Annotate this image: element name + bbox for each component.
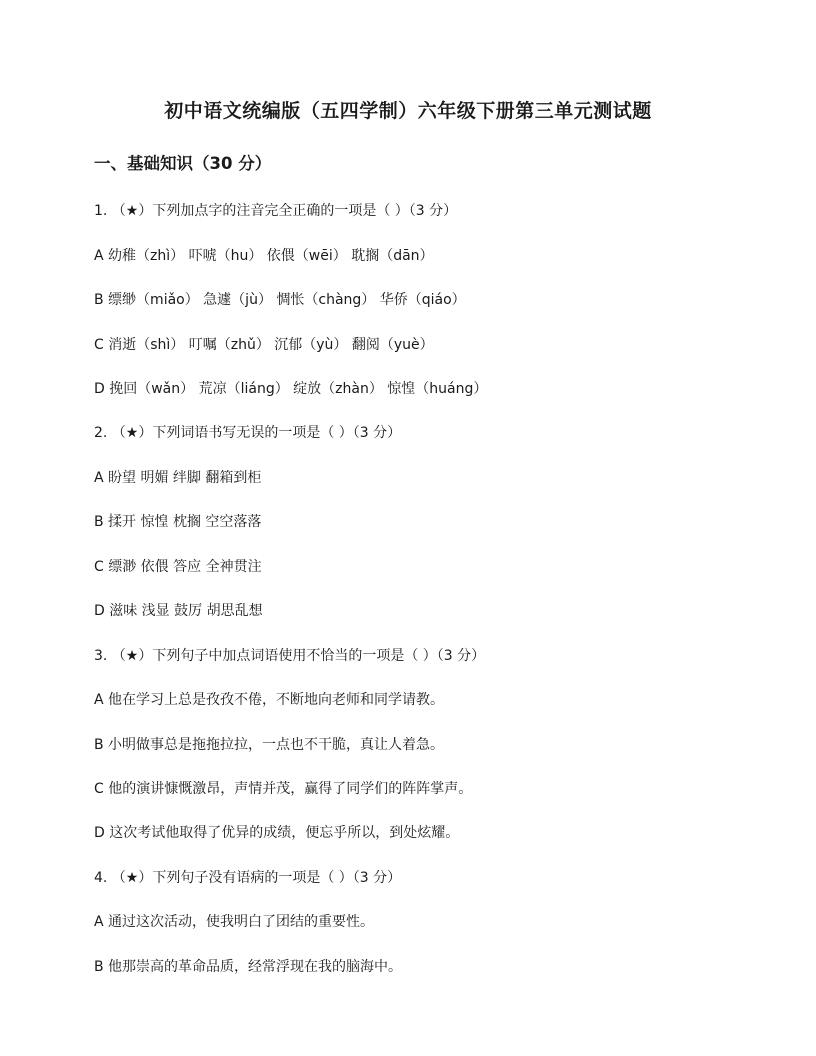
question-2-option-a: A 盼望 明媚 绊脚 翻箱到柜 bbox=[94, 470, 262, 486]
question-2-stem: 2. （★）下列词语书写无误的一项是（ ）（3 分） bbox=[94, 425, 402, 441]
question-1-option-a: A 幼稚（zhì） 吓唬（hu） 依偎（wēi） 耽搁（dān） bbox=[94, 248, 434, 264]
question-4-stem: 4. （★）下列句子没有语病的一项是（ ）（3 分） bbox=[94, 870, 402, 886]
question-3-option-d: D 这次考试他取得了优异的成绩，便忘乎所以，到处炫耀。 bbox=[94, 825, 460, 841]
section-heading: 一、基础知识（30 分） bbox=[94, 154, 272, 173]
question-1-stem: 1. （★）下列加点字的注音完全正确的一项是（ ）（3 分） bbox=[94, 203, 458, 219]
question-3-option-b: B 小明做事总是拖拖拉拉，一点也不干脆，真让人着急。 bbox=[94, 737, 445, 753]
question-4-option-a: A 通过这次活动，使我明白了团结的重要性。 bbox=[94, 914, 375, 930]
question-2-option-d: D 滋味 浅显 鼓厉 胡思乱想 bbox=[94, 603, 263, 619]
question-2-option-b: B 揉开 惊惶 枕搁 空空落落 bbox=[94, 514, 262, 530]
question-1-option-b: B 缥缈（miǎo） 急遽（jù） 惆怅（chàng） 华侨（qiáo） bbox=[94, 292, 466, 308]
question-3-option-c: C 他的演讲慷慨激昂，声情并茂，赢得了同学们的阵阵掌声。 bbox=[94, 781, 473, 797]
page-title: 初中语文统编版（五四学制）六年级下册第三单元测试题 bbox=[164, 100, 652, 122]
question-1-option-d: D 挽回（wǎn） 荒凉（liáng） 绽放（zhàn） 惊惶（huáng） bbox=[94, 381, 488, 397]
question-3-option-a: A 他在学习上总是孜孜不倦，不断地向老师和同学请教。 bbox=[94, 692, 445, 708]
question-3-stem: 3. （★）下列句子中加点词语使用不恰当的一项是（ ）（3 分） bbox=[94, 648, 486, 664]
question-2-option-c: C 缥渺 依偎 答应 全神贯注 bbox=[94, 559, 262, 575]
question-1-option-c: C 消逝（shì） 叮嘱（zhǔ） 沉郁（yù） 翻阅（yuè） bbox=[94, 337, 434, 353]
question-4-option-b: B 他那崇高的革命品质，经常浮现在我的脑海中。 bbox=[94, 959, 403, 975]
